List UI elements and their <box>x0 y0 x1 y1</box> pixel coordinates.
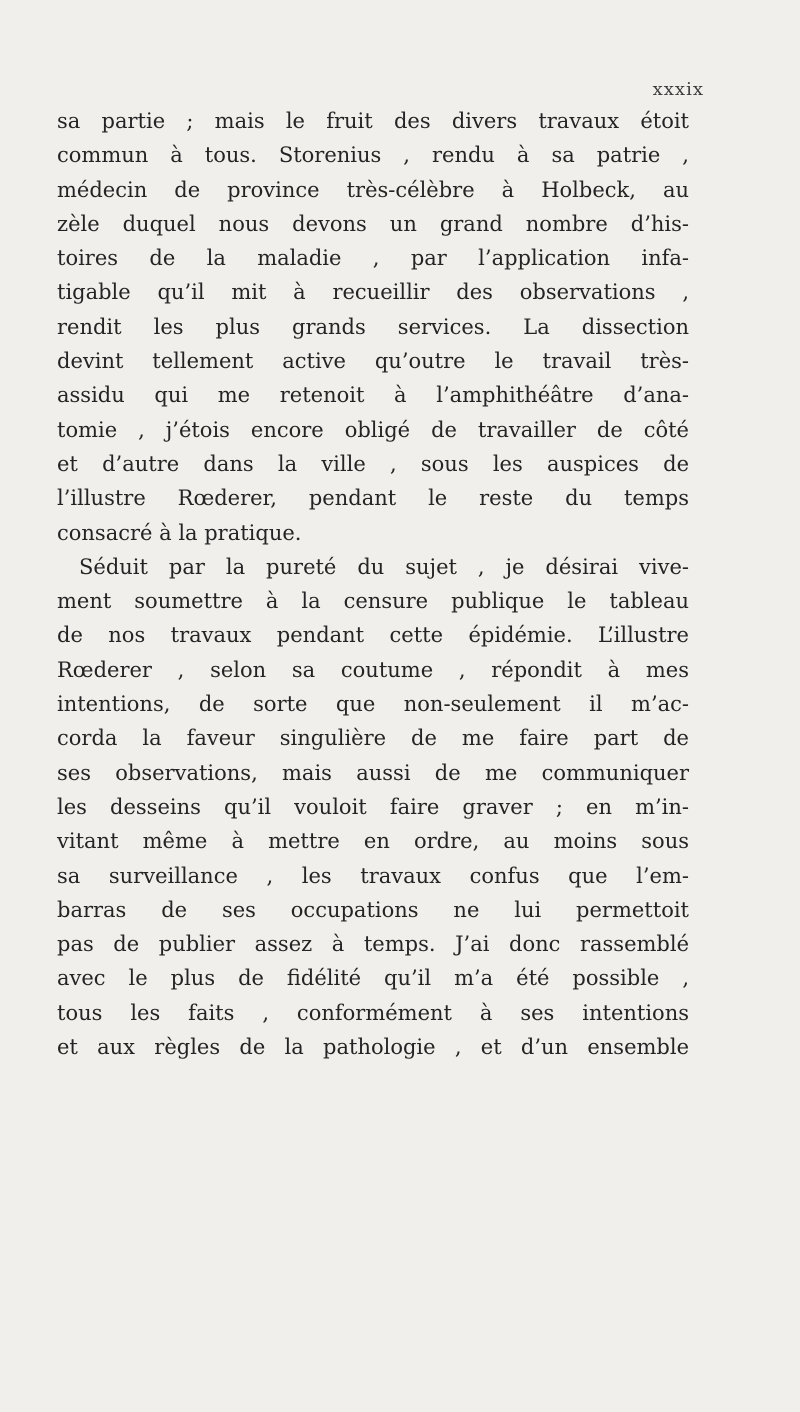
paragraph <box>57 550 689 1064</box>
text-line: barras de ses occupations ne lui permettoit <box>57 897 689 922</box>
page-number: xxxix <box>652 79 704 100</box>
text-line: ses observations, mais aussi de me communiquer <box>57 760 689 785</box>
text-line: devint tellement active qu’outre le travail très- <box>57 349 689 374</box>
text-line: rendit les plus grands services. La dissection <box>57 314 689 339</box>
text-line: zèle duquel nous devons un grand nombre d’his- <box>57 211 689 236</box>
paragraph <box>57 104 689 550</box>
text-line: tous les faits , conformément à ses intentions <box>57 1000 689 1025</box>
text-line: Séduit par la pureté du sujet , je désirai vive- <box>79 554 689 579</box>
text-line: ment soumettre à la censure publique le tableau <box>57 589 689 614</box>
text-line: sa partie ; mais le fruit des divers travaux étoit <box>57 109 689 133</box>
text-line: et aux règles de la pathologie , et d’un ensemble <box>57 1035 689 1060</box>
text-line: corda la faveur singulière de me faire part de <box>57 726 689 751</box>
text-line: pas de publier assez à temps. J’ai donc rassemblé <box>57 932 689 957</box>
text-line: consacré à la pratique. <box>57 520 302 545</box>
text-line: médecin de province très-célèbre à Holbeck, au <box>57 177 689 202</box>
text-line: intentions, de sorte que non-seulement il m’ac- <box>57 692 689 717</box>
text-line: vitant même à mettre en ordre, au moins sous <box>57 829 689 854</box>
text-line: les desseins qu’il vouloit faire graver ; en m’in- <box>57 794 689 819</box>
text-line: assidu qui me retenoit à l’amphithéâtre d’ana- <box>57 383 689 408</box>
text-line: tigable qu’il mit à recueillir des observations , <box>57 280 689 305</box>
text-line: sa surveillance , les travaux confus que l’em- <box>57 863 689 888</box>
text-line: avec le plus de fidélité qu’il m’a été possible , <box>57 966 689 991</box>
text-line: l’illustre Rœderer, pendant le reste du temps <box>57 486 689 511</box>
text-line: commun à tous. Storenius , rendu à sa patrie , <box>57 143 689 168</box>
text-line: de nos travaux pendant cette épidémie. L’illustre <box>57 623 689 648</box>
body-text <box>57 104 689 1064</box>
text-line: toires de la maladie , par l’application infa- <box>57 246 689 271</box>
text-line: et d’autre dans la ville , sous les auspices de <box>57 451 689 476</box>
text-line: Rœderer , selon sa coutume , répondit à mes <box>57 657 689 682</box>
text-line: tomie , j’étois encore obligé de travailler de côté <box>57 417 689 442</box>
